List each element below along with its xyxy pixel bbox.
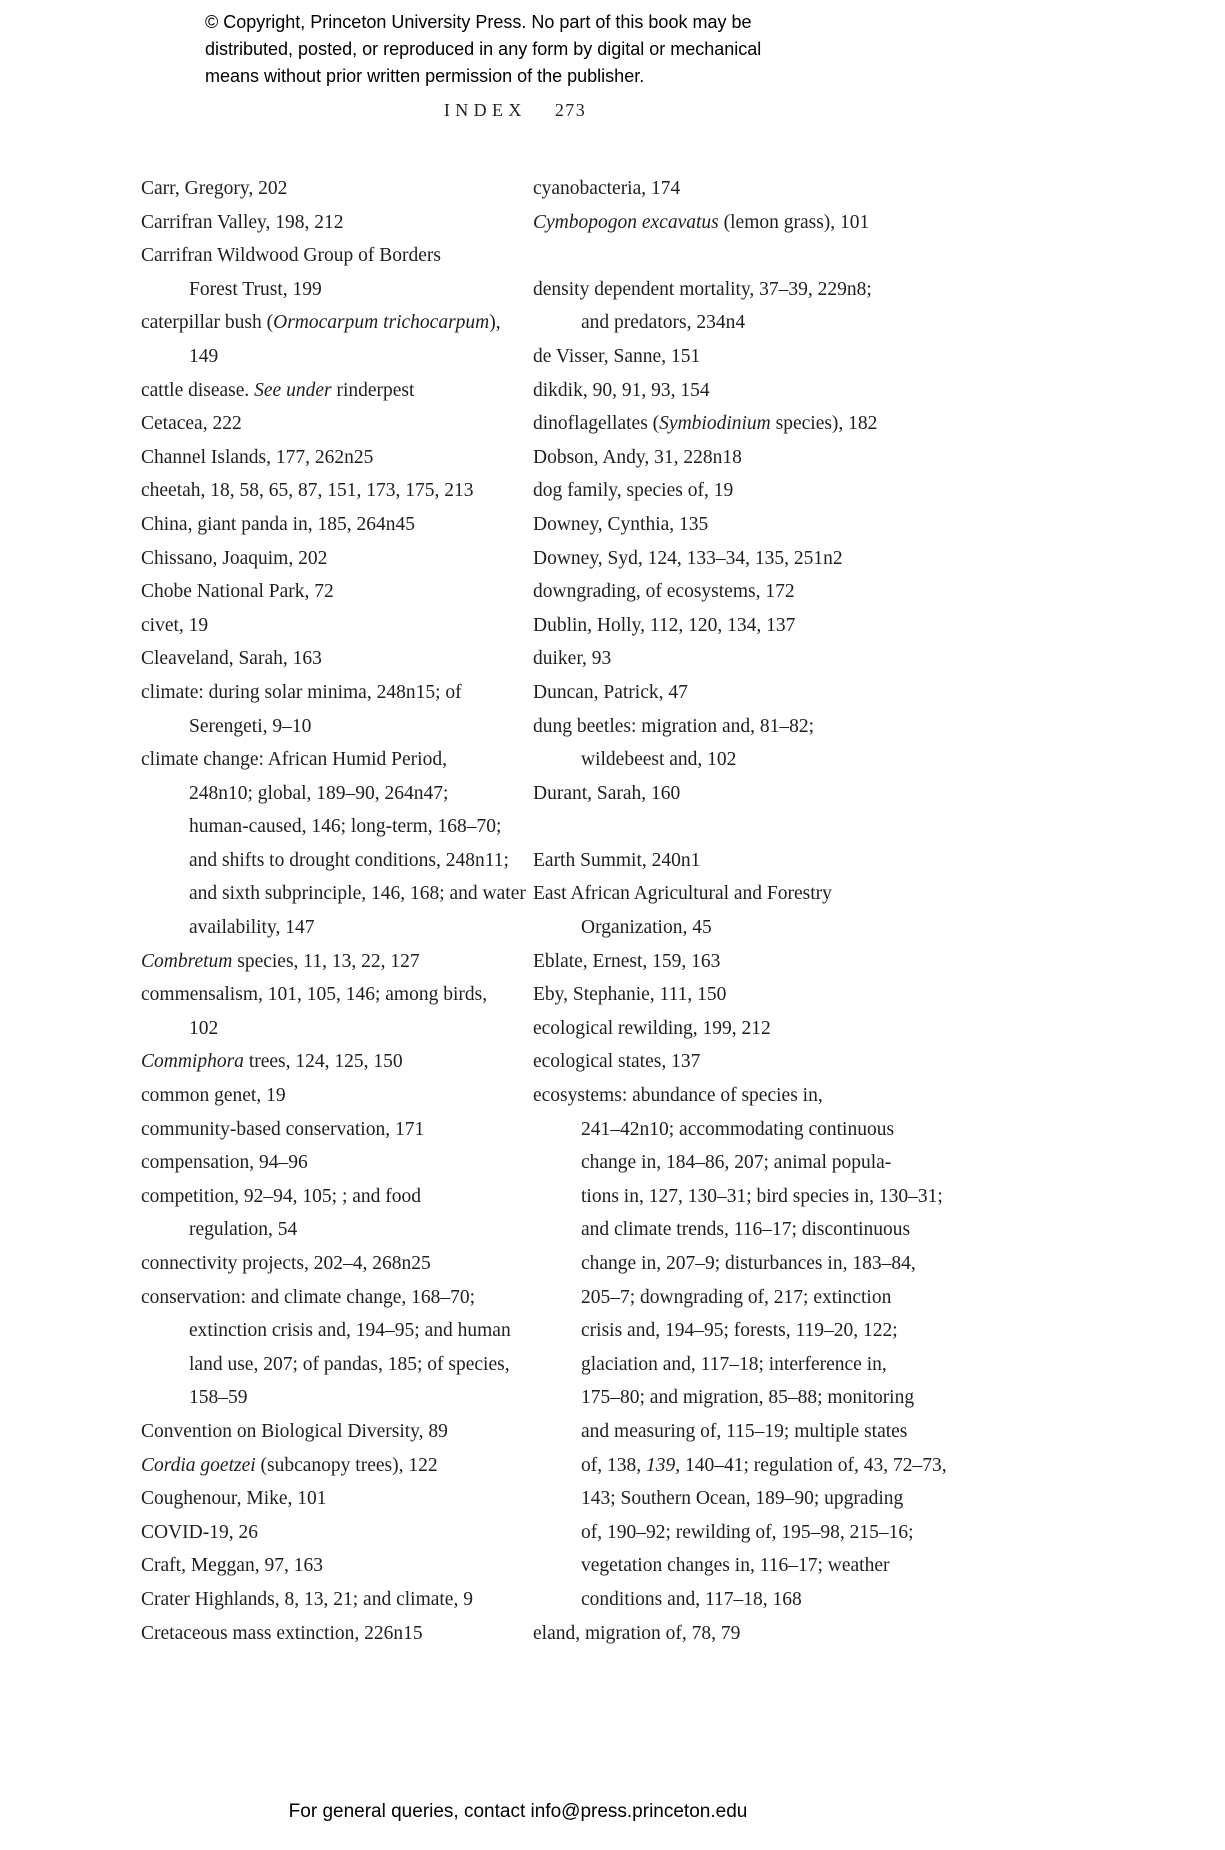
index-line xyxy=(533,1549,1093,1583)
index-line xyxy=(141,1045,526,1079)
index-line xyxy=(533,575,1093,609)
index-text-segment: Forest Trust, 199 xyxy=(189,278,322,300)
index-text-segment: tions in, 127, 130–31; bird species in, 130–31; xyxy=(581,1185,943,1207)
index-text-segment: species), 182 xyxy=(770,413,878,435)
index-text-segment: Combretum xyxy=(141,950,233,972)
index-text-segment: human-caused, 146; long-term, 168–70; xyxy=(189,816,502,838)
index-line xyxy=(533,676,1093,710)
index-line xyxy=(533,1449,1093,1483)
index-line xyxy=(533,1146,1093,1180)
index-line xyxy=(141,609,526,643)
index-text-segment: Ormocarpum trichocarpum xyxy=(273,312,490,334)
index-line xyxy=(141,508,526,542)
index-column-right xyxy=(533,172,1093,1650)
index-text-segment: connectivity projects, 202–4, 268n25 xyxy=(141,1253,431,1274)
index-line xyxy=(533,1079,1093,1113)
index-line xyxy=(533,542,1093,576)
index-line xyxy=(141,676,526,710)
page-number: 273 xyxy=(554,100,587,120)
index-text-segment: cyanobacteria, 174 xyxy=(533,178,681,199)
index-line xyxy=(141,1415,526,1449)
index-line xyxy=(533,1482,1093,1516)
index-line xyxy=(141,306,526,340)
index-text-segment: glaciation and, 117–18; interference in, xyxy=(581,1353,887,1375)
index-line xyxy=(141,441,526,475)
index-text-segment: Downey, Cynthia, 135 xyxy=(533,513,709,535)
index-line xyxy=(141,340,526,374)
index-text-segment: Carrifran Wildwood Group of Borders xyxy=(141,245,441,267)
index-text-segment: (lemon grass), 101 xyxy=(718,211,870,233)
index-line xyxy=(533,1348,1093,1382)
index-text-segment: eland, migration of, 78, 79 xyxy=(533,1622,741,1644)
copyright-line: distributed, posted, or reproduced in any form by digital or mechanical xyxy=(205,39,762,59)
index-text-segment: Commiphora xyxy=(141,1051,244,1073)
index-line xyxy=(141,1079,526,1113)
index-text-segment: See under xyxy=(254,379,332,401)
index-line xyxy=(141,1012,526,1046)
index-text-segment: Coughenour, Mike, 101 xyxy=(141,1488,327,1510)
index-text-segment: Chobe National Park, 72 xyxy=(141,581,334,603)
index-column-left xyxy=(141,172,526,1650)
index-line xyxy=(141,1281,526,1315)
index-text-segment: density dependent mortality, 37–39, 229n8; xyxy=(533,278,872,300)
index-line xyxy=(533,1583,1093,1617)
index-line xyxy=(141,1449,526,1483)
index-text-segment: 158–59 xyxy=(189,1387,248,1409)
index-line xyxy=(141,1381,526,1415)
index-line xyxy=(533,1415,1093,1449)
index-line xyxy=(533,911,1093,945)
index-line xyxy=(533,1180,1093,1214)
index-text-segment: of, 138, xyxy=(581,1454,646,1476)
index-line xyxy=(533,172,1093,206)
index-text-segment: ecological states, 137 xyxy=(533,1051,701,1073)
index-line xyxy=(533,945,1093,979)
index-text-segment: Cretaceous mass extinction, 226n15 xyxy=(141,1622,423,1644)
index-line xyxy=(533,844,1093,878)
index-text-segment: duiker, 93 xyxy=(533,648,612,670)
index-text-segment: of, 190–92; rewilding of, 195–98, 215–16; xyxy=(581,1521,914,1543)
index-text-segment: 102 xyxy=(189,1017,219,1039)
index-text-segment: Cleaveland, Sarah, 163 xyxy=(141,648,322,670)
index-line xyxy=(141,407,526,441)
index-text-segment: 143; Southern Ocean, 189–90; upgrading xyxy=(581,1488,904,1510)
index-text-segment: East African Agricultural and Forestry xyxy=(533,883,832,905)
index-line xyxy=(141,1247,526,1281)
index-text-segment: Earth Summit, 240n1 xyxy=(533,849,701,871)
index-text-segment: crisis and, 194–95; forests, 119–20, 122; xyxy=(581,1320,898,1342)
index-line xyxy=(533,743,1093,777)
index-text-segment: ecosystems: abundance of species in, xyxy=(533,1085,823,1107)
index-text-segment: de Visser, Sanne, 151 xyxy=(533,345,701,367)
index-line xyxy=(141,172,526,206)
footer-contact: For general queries, contact info@press.princeton.edu xyxy=(288,1801,748,1822)
index-line xyxy=(533,441,1093,475)
index-text-segment: dikdik, 90, 91, 93, 154 xyxy=(533,379,710,401)
index-text-segment: Carr, Gregory, 202 xyxy=(141,178,288,199)
index-line xyxy=(141,239,526,273)
page-header xyxy=(444,100,586,121)
index-text-segment: Symbiodinium xyxy=(659,413,771,435)
index-text-segment: competition, 92–94, 105; ; and food xyxy=(141,1185,422,1207)
column-gap xyxy=(533,810,1093,844)
index-text-segment: and measuring of, 115–19; multiple states xyxy=(581,1420,908,1442)
index-text-segment: regulation, 54 xyxy=(189,1219,298,1241)
index-line xyxy=(141,1314,526,1348)
index-line xyxy=(533,273,1093,307)
index-text-segment: and predators, 234n4 xyxy=(581,312,746,334)
index-text-segment: trees, 124, 125, 150 xyxy=(243,1051,403,1073)
index-text-segment: extinction crisis and, 194–95; and human xyxy=(189,1320,511,1342)
index-text-segment: 205–7; downgrading of, 217; extinction xyxy=(581,1286,892,1308)
index-text-segment: climate change: African Humid Period, xyxy=(141,749,447,771)
index-text-segment: Serengeti, 9–10 xyxy=(189,715,312,737)
index-line xyxy=(141,1549,526,1583)
index-text-segment: Dublin, Holly, 112, 120, 134, 137 xyxy=(533,614,796,636)
index-text-segment: change in, 207–9; disturbances in, 183–84, xyxy=(581,1253,916,1274)
index-text-segment: and sixth subprinciple, 146, 168; and water xyxy=(189,883,526,905)
index-text-segment: species, 11, 13, 22, 127 xyxy=(232,950,420,972)
index-text-segment: change in, 184–86, 207; animal popula- xyxy=(581,1152,892,1174)
index-line xyxy=(141,1180,526,1214)
index-text-segment: Craft, Meggan, 97, 163 xyxy=(141,1555,323,1577)
index-text-segment: conservation: and climate change, 168–70; xyxy=(141,1286,476,1308)
index-line xyxy=(533,978,1093,1012)
index-text-segment: availability, 147 xyxy=(189,917,315,939)
index-text-segment: Cymbopogon excavatus xyxy=(533,211,719,233)
index-text-segment: COVID-19, 26 xyxy=(141,1521,258,1543)
index-text-segment: Chissano, Joaquim, 202 xyxy=(141,547,328,569)
index-text-segment: and shifts to drought conditions, 248n11; xyxy=(189,849,509,871)
index-line xyxy=(533,1045,1093,1079)
index-line xyxy=(141,777,526,811)
copyright-line: means without prior written permission of the publisher. xyxy=(205,66,645,86)
index-line xyxy=(533,508,1093,542)
index-line xyxy=(141,374,526,408)
index-text-segment: China, giant panda in, 185, 264n45 xyxy=(141,513,416,535)
index-text-segment: Cetacea, 222 xyxy=(141,413,242,435)
index-text-segment: cattle disease. xyxy=(141,379,255,401)
index-line xyxy=(533,1247,1093,1281)
index-text-segment: (subcanopy trees), 122 xyxy=(255,1454,438,1476)
index-line xyxy=(533,1516,1093,1550)
index-text-segment: 149 xyxy=(189,345,219,367)
index-line xyxy=(533,407,1093,441)
index-line xyxy=(141,542,526,576)
index-text-segment: Eby, Stephanie, 111, 150 xyxy=(533,984,727,1006)
index-line xyxy=(533,1314,1093,1348)
index-text-segment: climate: during solar minima, 248n15; of xyxy=(141,681,462,703)
index-text-segment: downgrading, of ecosystems, 172 xyxy=(533,581,795,603)
index-line xyxy=(141,978,526,1012)
copyright-notice xyxy=(205,9,761,90)
column-gap xyxy=(533,239,1093,273)
index-text-segment: 248n10; global, 189–90, 264n47; xyxy=(189,782,449,804)
index-line xyxy=(533,1213,1093,1247)
index-text-segment: compensation, 94–96 xyxy=(141,1152,308,1174)
index-line xyxy=(533,340,1093,374)
copyright-line: © Copyright, Princeton University Press. No part of this book may be xyxy=(205,12,752,32)
index-text-segment: community-based conservation, 171 xyxy=(141,1118,425,1140)
index-text-segment: 241–42n10; accommodating continuous xyxy=(581,1118,895,1140)
index-text-segment: dinoflagellates ( xyxy=(533,413,660,435)
index-line xyxy=(141,1348,526,1382)
index-text-segment: Cordia goetzei xyxy=(141,1454,256,1476)
index-line xyxy=(533,642,1093,676)
index-line xyxy=(141,877,526,911)
index-line xyxy=(533,1381,1093,1415)
index-line xyxy=(533,1113,1093,1147)
index-line xyxy=(141,1516,526,1550)
index-text-segment: rinderpest xyxy=(331,379,415,401)
index-text-segment: Durant, Sarah, 160 xyxy=(533,782,681,804)
index-line xyxy=(533,474,1093,508)
index-line xyxy=(533,306,1093,340)
index-text-segment: civet, 19 xyxy=(141,614,209,636)
index-line xyxy=(533,1012,1093,1046)
index-text-segment: Channel Islands, 177, 262n25 xyxy=(141,446,374,468)
index-text-segment: Organization, 45 xyxy=(581,917,712,939)
index-text-segment: Downey, Syd, 124, 133–34, 135, 251n2 xyxy=(533,547,843,569)
index-line xyxy=(533,1617,1093,1651)
index-text-segment: commensalism, 101, 105, 146; among birds, xyxy=(141,984,488,1006)
index-line xyxy=(141,1146,526,1180)
index-text-segment: Convention on Biological Diversity, 89 xyxy=(141,1420,448,1442)
index-text-segment: Eblate, Ernest, 159, 163 xyxy=(533,950,721,972)
index-text-segment: Carrifran Valley, 198, 212 xyxy=(141,211,344,233)
index-text-segment: Dobson, Andy, 31, 228n18 xyxy=(533,446,742,468)
index-line xyxy=(533,206,1093,240)
index-text-segment: ), xyxy=(489,312,501,334)
index-line xyxy=(141,743,526,777)
index-text-segment: cheetah, 18, 58, 65, 87, 151, 173, 175, 213 xyxy=(141,480,474,502)
index-line xyxy=(141,206,526,240)
index-text-segment: dog family, species of, 19 xyxy=(533,480,734,502)
index-line xyxy=(533,1281,1093,1315)
index-text-segment: 139 xyxy=(646,1454,676,1476)
index-text-segment: Duncan, Patrick, 47 xyxy=(533,681,688,703)
index-line xyxy=(533,374,1093,408)
index-line xyxy=(141,1482,526,1516)
index-line xyxy=(141,575,526,609)
index-line xyxy=(533,609,1093,643)
index-title: INDEX xyxy=(443,100,527,120)
index-text-segment: and climate trends, 116–17; discontinuous xyxy=(581,1219,911,1241)
index-text-segment: caterpillar bush ( xyxy=(141,312,274,334)
index-line xyxy=(141,911,526,945)
index-text-segment: Crater Highlands, 8, 13, 21; and climate, 9 xyxy=(141,1588,473,1610)
index-line xyxy=(141,1113,526,1147)
index-line xyxy=(533,877,1093,911)
index-text-segment: 175–80; and migration, 85–88; monitoring xyxy=(581,1387,915,1409)
index-line xyxy=(141,844,526,878)
index-line xyxy=(141,1617,526,1651)
index-text-segment: ecological rewilding, 199, 212 xyxy=(533,1017,771,1039)
index-text-segment: land use, 207; of pandas, 185; of species, xyxy=(189,1353,510,1375)
index-line xyxy=(141,945,526,979)
index-text-segment: dung beetles: migration and, 81–82; xyxy=(533,715,815,737)
index-line xyxy=(533,710,1093,744)
index-line xyxy=(141,710,526,744)
index-text-segment: , 140–41; regulation of, 43, 72–73, xyxy=(675,1454,947,1476)
index-line xyxy=(141,1583,526,1617)
index-line xyxy=(141,642,526,676)
index-text-segment: common genet, 19 xyxy=(141,1085,286,1107)
index-line xyxy=(141,810,526,844)
index-text-segment: vegetation changes in, 116–17; weather xyxy=(581,1555,890,1577)
index-text-segment: conditions and, 117–18, 168 xyxy=(581,1588,802,1610)
index-text-segment: wildebeest and, 102 xyxy=(581,749,737,771)
index-line xyxy=(141,273,526,307)
index-line xyxy=(533,777,1093,811)
index-line xyxy=(141,1213,526,1247)
index-line xyxy=(141,474,526,508)
